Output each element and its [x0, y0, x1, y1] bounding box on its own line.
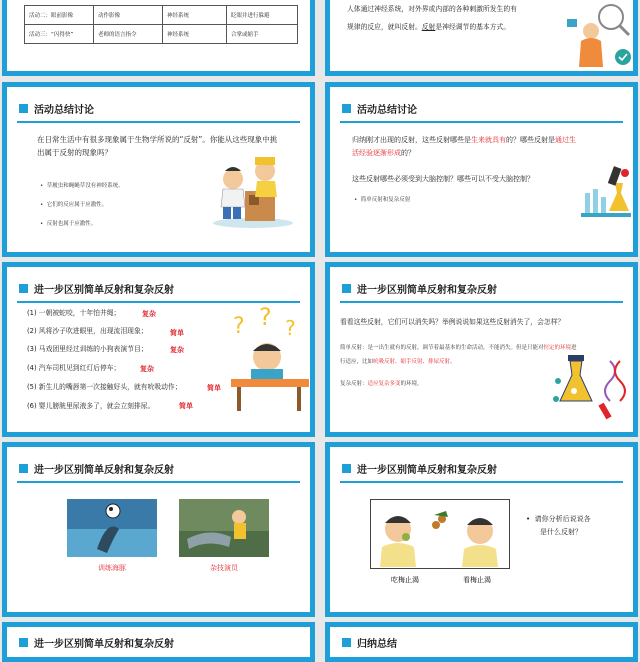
image-caption: 看梅止渴	[463, 576, 491, 584]
answer-label: 复杂	[142, 310, 156, 318]
table-cell: 合掌或缩手	[227, 25, 298, 44]
photo-caption: 杂技演员	[210, 564, 238, 572]
question-2: 这些反射哪些必须受到大脑控制？哪些可以不受大脑控制？	[352, 175, 534, 183]
bullet-list	[40, 177, 124, 234]
lab-equipment-illustration	[575, 163, 635, 233]
header-square-icon	[342, 104, 351, 113]
slide-header	[342, 101, 417, 115]
header-rule	[17, 481, 300, 483]
header-square-icon	[19, 104, 28, 113]
list-item: • 反射也属于应激性。	[40, 221, 97, 227]
prompt-text	[526, 513, 626, 539]
table-row	[25, 25, 298, 44]
slide-6[interactable]	[325, 262, 638, 437]
slide-header	[342, 281, 497, 295]
confused-student-illustration	[227, 307, 312, 417]
list-item: • 请你分析后说说各	[526, 515, 591, 523]
slide-9[interactable]	[2, 622, 315, 662]
answer-label: 简单	[179, 402, 193, 410]
slide-header	[19, 635, 174, 649]
table-cell: 活动二：眼前影像	[25, 6, 94, 25]
list-item-cont: 是什么反射？	[540, 528, 582, 536]
complex-reflex-text: 复杂反射：适应复杂多变的环境。	[340, 381, 423, 387]
activity-table	[24, 5, 298, 44]
intro-text: 在日常生活中有很多现象属于生物学所说的“反射”。你能从这些现象中挑出属于反射的现象吗？	[37, 135, 278, 157]
slide-title: 归纳总结	[357, 638, 397, 650]
slide-1[interactable]	[2, 0, 315, 76]
slide-header	[342, 635, 397, 649]
header-square-icon	[342, 464, 351, 473]
list-item: (2) 风将沙子吹进眼里，出现流泪现象；	[27, 327, 148, 335]
slide-header	[19, 281, 174, 295]
header-square-icon	[342, 284, 351, 293]
slide-3[interactable]	[2, 82, 315, 257]
svg-text:?: ?	[285, 316, 296, 340]
answer-label: 简单	[207, 384, 221, 392]
photo-caption: 训练海豚	[98, 564, 126, 572]
question-1: 归纳刚才出现的反射，这些反射哪些是生来就具有的？哪些反射是通过生活经验逐渐形成的？	[352, 136, 576, 157]
reflex-definition: 人体通过神经系统，对外界或内部的各种刺激所发生的有 规律的反应，就叫反射。反射是神经调节的基本方式。	[347, 5, 517, 31]
svg-text:?: ?	[259, 307, 272, 331]
thinking-person-illustration	[565, 1, 635, 71]
header-rule	[340, 121, 623, 123]
slide-header	[19, 461, 174, 475]
slide-title: 进一步区别简单反射和复杂反射	[357, 464, 497, 476]
list-item: (4) 汽车司机见到红灯后停车；	[27, 364, 121, 372]
table-cell: 活动三：“闪得快”	[25, 25, 94, 44]
header-square-icon	[19, 464, 28, 473]
acrobat-photo	[179, 499, 269, 557]
list-item: • 它们的反应属于应激性。	[40, 202, 108, 208]
slide-4[interactable]	[325, 82, 638, 257]
header-rule	[340, 481, 623, 483]
list-item: (1) 一朝被蛇咬，十年怕井绳；	[27, 309, 121, 317]
list-item: (3) 马戏团里经过训练的小狗表演节目；	[27, 345, 148, 353]
answer-label: 复杂	[170, 346, 184, 354]
kids-cartoon-illustration	[205, 149, 295, 229]
list-item: (6) 婴儿膀胱里尿液多了，就会立刻排尿。	[27, 402, 155, 410]
header-rule	[17, 301, 300, 303]
slide-8[interactable]	[325, 442, 638, 617]
image-caption: 吃梅止渴	[391, 576, 419, 584]
table-cell: 神经系统	[163, 6, 227, 25]
simple-reflex-text: 简单反射：是一出生就有的反射，调节着最基本的生命活动，不能消失。但是只能对恒定的环境进 行适应，比如吮吸反射、缩手反射、排尿反射。	[340, 345, 577, 365]
list-item: • 简单反射和复杂反射	[354, 197, 411, 203]
svg-text:?: ?	[233, 314, 245, 339]
table-cell: 动作影像	[94, 6, 163, 25]
answer-label: 简单	[170, 329, 184, 337]
header-rule	[17, 121, 300, 123]
slide-title: 活动总结讨论	[357, 104, 417, 116]
chemistry-flask-illustration	[550, 351, 635, 421]
dolphin-training-photo	[67, 499, 157, 557]
table-cell: 眨眼并进行躲避	[227, 6, 298, 25]
header-square-icon	[19, 638, 28, 647]
table-cell: 神经系统	[163, 25, 227, 44]
question-text: 看看这些反射，它们可以消失吗？举例说说如果这些反射消失了，会怎样？	[340, 318, 565, 326]
slide-10[interactable]	[325, 622, 638, 662]
slide-header	[342, 461, 497, 475]
header-rule	[340, 301, 623, 303]
slide-5[interactable]	[2, 262, 315, 437]
slide-title: 活动总结讨论	[34, 104, 94, 116]
slide-title: 进一步区别简单反射和复杂反射	[357, 284, 497, 296]
slide-title: 进一步区别简单反射和复杂反射	[34, 284, 174, 296]
plum-thirst-illustration	[370, 499, 510, 569]
list-item: • 草履虫和蝇蝇草没有神经系统。	[40, 183, 124, 189]
slide-title: 进一步区别简单反射和复杂反射	[34, 638, 174, 650]
answer-label: 复杂	[140, 365, 154, 373]
slide-2[interactable]	[325, 0, 638, 76]
slide-title: 进一步区别简单反射和复杂反射	[34, 464, 174, 476]
header-square-icon	[19, 284, 28, 293]
header-square-icon	[342, 638, 351, 647]
slide-header	[19, 101, 94, 115]
table-cell: 老师的语言指令	[94, 25, 163, 44]
list-item: (5) 新生儿的嘴唇第一次接触好头，就有吮吸动作；	[27, 383, 182, 391]
slide-7[interactable]	[2, 442, 315, 617]
table-row	[25, 6, 298, 25]
